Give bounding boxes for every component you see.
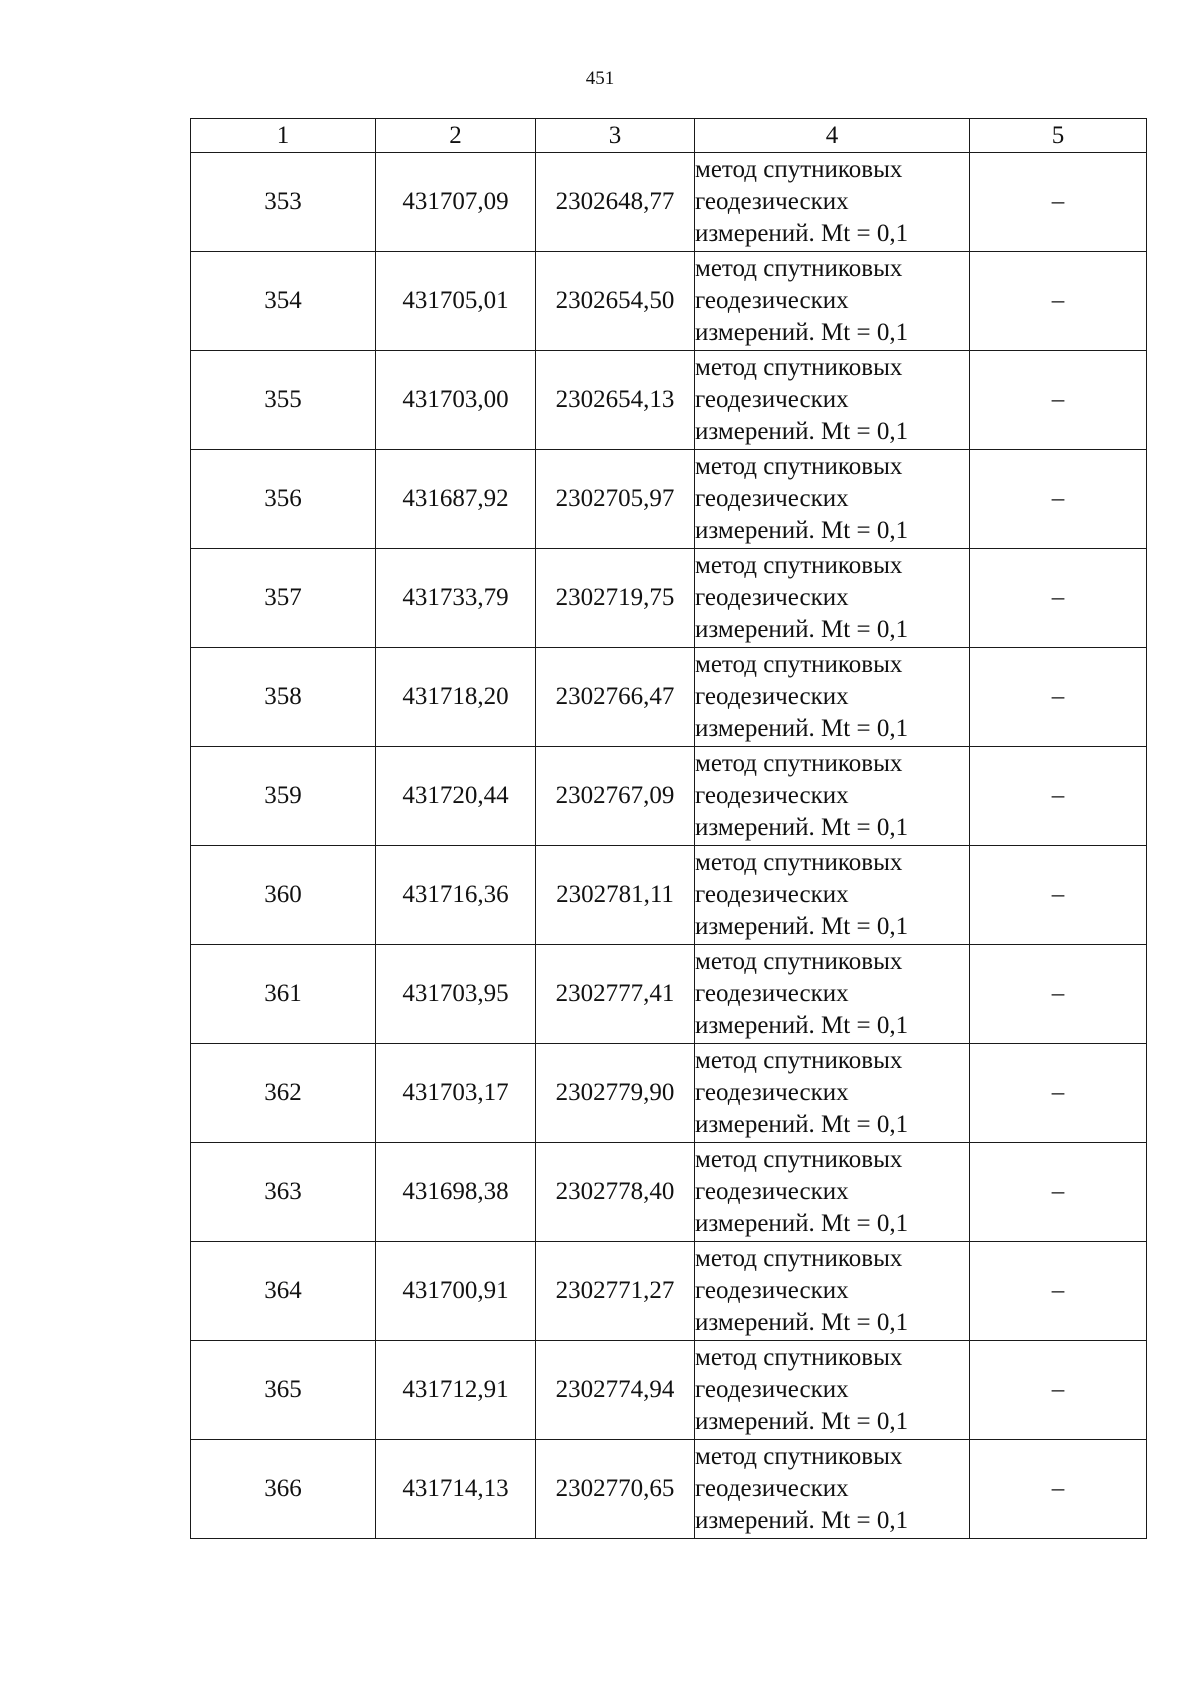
table-row (191, 1143, 1147, 1242)
table-row (191, 351, 1147, 450)
method-cell (695, 351, 970, 450)
note-cell: – (970, 846, 1147, 945)
point-number-cell: 358 (191, 648, 376, 747)
method-line: метод спутниковых (695, 651, 903, 678)
method-cell (695, 1341, 970, 1440)
note-cell: – (970, 450, 1147, 549)
method-line: геодезических (695, 782, 849, 809)
method-line: метод спутниковых (695, 1344, 903, 1371)
x-coordinate-cell: 431714,13 (376, 1440, 536, 1539)
y-coordinate-cell: 2302705,97 (536, 450, 695, 549)
note-cell: – (970, 1242, 1147, 1341)
y-coordinate-cell: 2302771,27 (536, 1242, 695, 1341)
x-coordinate-cell: 431720,44 (376, 747, 536, 846)
y-coordinate-cell: 2302766,47 (536, 648, 695, 747)
method-line: измерений. Mt = 0,1 (695, 418, 909, 445)
method-cell (695, 252, 970, 351)
method-line: геодезических (695, 1178, 849, 1205)
y-coordinate-cell: 2302648,77 (536, 153, 695, 252)
method-line: метод спутниковых (695, 1047, 903, 1074)
method-line: измерений. Mt = 0,1 (695, 814, 909, 841)
point-number-cell: 356 (191, 450, 376, 549)
table-row (191, 1440, 1147, 1539)
method-line: геодезических (695, 683, 849, 710)
point-number-cell: 355 (191, 351, 376, 450)
method-cell (695, 747, 970, 846)
method-line: измерений. Mt = 0,1 (695, 220, 909, 247)
method-line: метод спутниковых (695, 1146, 903, 1173)
y-coordinate-cell: 2302777,41 (536, 945, 695, 1044)
x-coordinate-cell: 431687,92 (376, 450, 536, 549)
page-number: 451 (585, 68, 615, 89)
point-number-cell: 362 (191, 1044, 376, 1143)
method-line: измерений. Mt = 0,1 (695, 1111, 909, 1138)
y-coordinate-cell: 2302767,09 (536, 747, 695, 846)
method-line: метод спутниковых (695, 1443, 903, 1470)
method-line: геодезических (695, 386, 849, 413)
point-number-cell: 353 (191, 153, 376, 252)
note-cell: – (970, 549, 1147, 648)
method-cell (695, 846, 970, 945)
note-cell: – (970, 153, 1147, 252)
table-body (191, 153, 1147, 1539)
table-row (191, 1044, 1147, 1143)
table-row (191, 252, 1147, 351)
y-coordinate-cell: 2302778,40 (536, 1143, 695, 1242)
method-line: метод спутниковых (695, 552, 903, 579)
table-row (191, 846, 1147, 945)
x-coordinate-cell: 431733,79 (376, 549, 536, 648)
table-row (191, 549, 1147, 648)
method-line: метод спутниковых (695, 849, 903, 876)
x-coordinate-cell: 431712,91 (376, 1341, 536, 1440)
method-line: геодезических (695, 1376, 849, 1403)
method-cell (695, 945, 970, 1044)
y-coordinate-cell: 2302654,50 (536, 252, 695, 351)
method-cell (695, 1242, 970, 1341)
column-header: 3 (536, 119, 695, 153)
column-header: 2 (376, 119, 536, 153)
table-row (191, 648, 1147, 747)
column-header: 1 (191, 119, 376, 153)
method-line: измерений. Mt = 0,1 (695, 517, 909, 544)
method-line: метод спутниковых (695, 750, 903, 777)
point-number-cell: 366 (191, 1440, 376, 1539)
y-coordinate-cell: 2302781,11 (536, 846, 695, 945)
method-line: метод спутниковых (695, 948, 903, 975)
method-cell (695, 648, 970, 747)
method-cell (695, 450, 970, 549)
x-coordinate-cell: 431716,36 (376, 846, 536, 945)
point-number-cell: 365 (191, 1341, 376, 1440)
table-row (191, 1341, 1147, 1440)
method-line: геодезических (695, 881, 849, 908)
x-coordinate-cell: 431698,38 (376, 1143, 536, 1242)
x-coordinate-cell: 431703,00 (376, 351, 536, 450)
x-coordinate-cell: 431700,91 (376, 1242, 536, 1341)
method-line: измерений. Mt = 0,1 (695, 616, 909, 643)
note-cell: – (970, 1044, 1147, 1143)
header-row (191, 119, 1147, 153)
column-header: 5 (970, 119, 1147, 153)
method-line: измерений. Mt = 0,1 (695, 1408, 909, 1435)
point-number-cell: 360 (191, 846, 376, 945)
method-line: метод спутниковых (695, 354, 903, 381)
method-line: измерений. Mt = 0,1 (695, 1012, 909, 1039)
note-cell: – (970, 252, 1147, 351)
method-line: геодезических (695, 980, 849, 1007)
point-number-cell: 357 (191, 549, 376, 648)
method-line: измерений. Mt = 0,1 (695, 1309, 909, 1336)
y-coordinate-cell: 2302719,75 (536, 549, 695, 648)
note-cell: – (970, 1440, 1147, 1539)
table-row (191, 747, 1147, 846)
method-line: геодезических (695, 584, 849, 611)
point-number-cell: 359 (191, 747, 376, 846)
y-coordinate-cell: 2302654,13 (536, 351, 695, 450)
note-cell: – (970, 1143, 1147, 1242)
method-line: измерений. Mt = 0,1 (695, 1210, 909, 1237)
table-row (191, 1242, 1147, 1341)
y-coordinate-cell: 2302779,90 (536, 1044, 695, 1143)
method-line: измерений. Mt = 0,1 (695, 913, 909, 940)
point-number-cell: 354 (191, 252, 376, 351)
x-coordinate-cell: 431703,17 (376, 1044, 536, 1143)
y-coordinate-cell: 2302770,65 (536, 1440, 695, 1539)
x-coordinate-cell: 431718,20 (376, 648, 536, 747)
method-cell (695, 1044, 970, 1143)
method-cell (695, 1440, 970, 1539)
x-coordinate-cell: 431703,95 (376, 945, 536, 1044)
method-line: геодезических (695, 287, 849, 314)
note-cell: – (970, 648, 1147, 747)
method-line: геодезических (695, 485, 849, 512)
method-line: геодезических (695, 188, 849, 215)
method-line: метод спутниковых (695, 255, 903, 282)
method-cell (695, 153, 970, 252)
coordinates-table (190, 118, 1147, 1539)
method-line: метод спутниковых (695, 1245, 903, 1272)
method-line: метод спутниковых (695, 156, 903, 183)
table-header (191, 119, 1147, 153)
method-line: измерений. Mt = 0,1 (695, 319, 909, 346)
method-line: геодезических (695, 1277, 849, 1304)
x-coordinate-cell: 431707,09 (376, 153, 536, 252)
method-line: измерений. Mt = 0,1 (695, 715, 909, 742)
table-row (191, 450, 1147, 549)
point-number-cell: 364 (191, 1242, 376, 1341)
y-coordinate-cell: 2302774,94 (536, 1341, 695, 1440)
point-number-cell: 361 (191, 945, 376, 1044)
note-cell: – (970, 747, 1147, 846)
method-cell (695, 549, 970, 648)
method-cell (695, 1143, 970, 1242)
note-cell: – (970, 351, 1147, 450)
method-line: геодезических (695, 1079, 849, 1106)
x-coordinate-cell: 431705,01 (376, 252, 536, 351)
point-number-cell: 363 (191, 1143, 376, 1242)
method-line: измерений. Mt = 0,1 (695, 1507, 909, 1534)
table-row (191, 153, 1147, 252)
method-line: метод спутниковых (695, 453, 903, 480)
method-line: геодезических (695, 1475, 849, 1502)
note-cell: – (970, 945, 1147, 1044)
table-row (191, 945, 1147, 1044)
column-header: 4 (695, 119, 970, 153)
note-cell: – (970, 1341, 1147, 1440)
